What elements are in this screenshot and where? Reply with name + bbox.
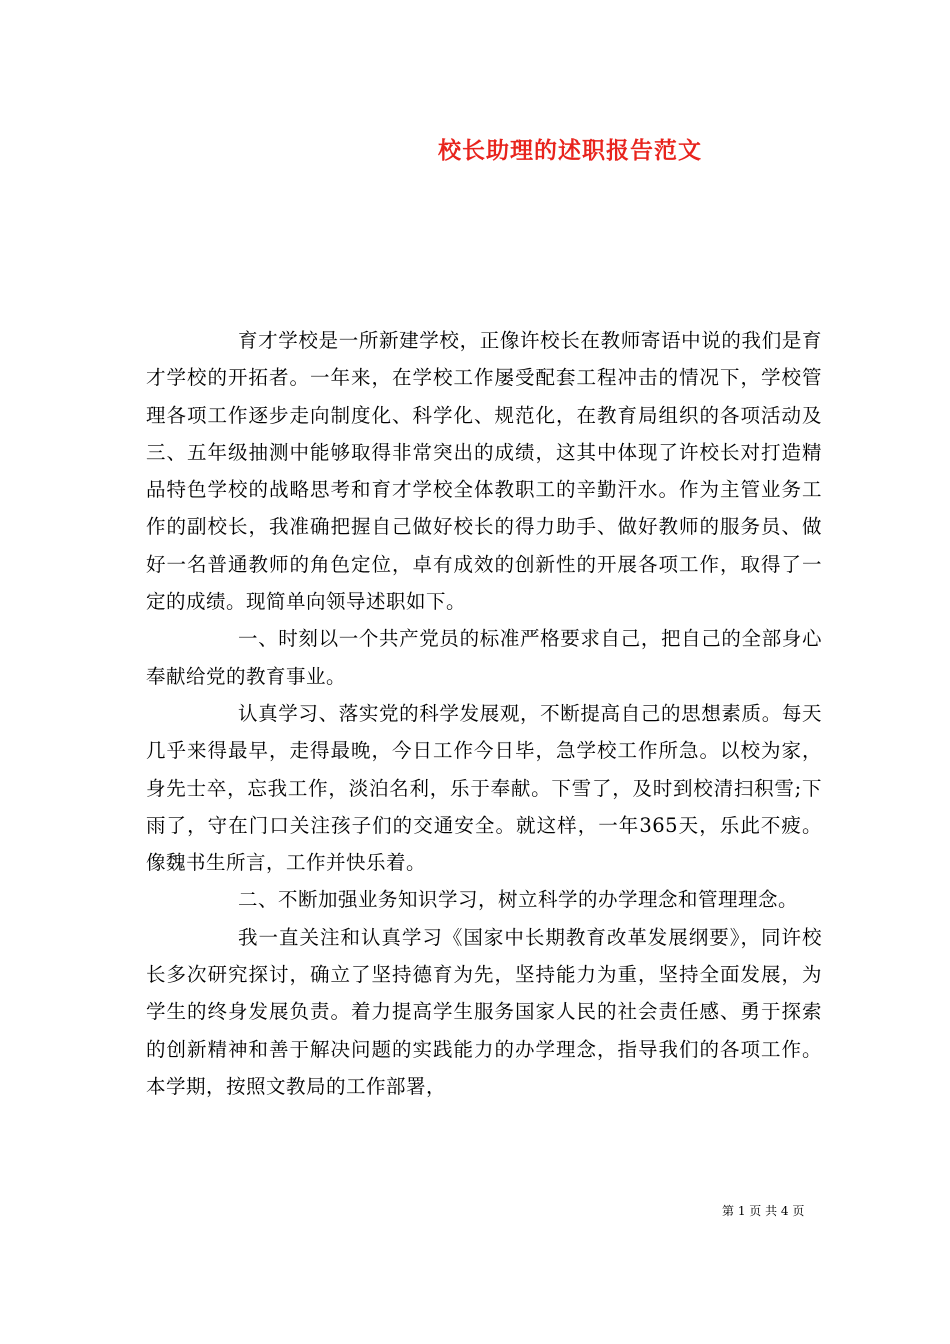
page-number: 第 1 页 共 4 页 [722,1204,805,1218]
paragraph-section-1: 认真学习、落实党的科学发展观，不断提高自己的思想素质。每天几乎来得最早，走得最晚，今日工作今日毕，急学校工作所急。以校为家，身先士卒，忘我工作，淡泊名利，乐于奉献。下雪了，及时到校清扫积雪;下雨了，守在门口关注孩子们的交通安全。就这样，一年365天，乐此不疲。像魏书生所言，工作并快乐着。 [146,701,822,875]
document-body [146,322,822,1105]
paragraph-intro: 育才学校是一所新建学校，正像许校长在教师寄语中说的我们是育才学校的开拓者。一年来，在学校工作屡受配套工程冲击的情况下，学校管理各项工作逐步走向制度化、科学化、规范化，在教育局组织的各项活动及三、五年级抽测中能够取得非常突出的成绩，这其中体现了许校长对打造精品特色学校的战略思考和育才学校全体教职工的辛勤汗水。作为主管业务工作的副校长，我准确把握自己做好校长的得力助手、做好教师的服务员、做好一名普通教师的角色定位，卓有成效的创新性的开展各项工作，取得了一定的成绩。现简单向领导述职如下。 [146,329,822,614]
paragraph-section-2: 我一直关注和认真学习《国家中长期教育改革发展纲要》，同许校长多次研究探讨，确立了坚持德育为先，坚持能力为重，坚持全面发展，为学生的终身发展负责。着力提高学生服务国家人民的社会责任感、勇于探索的创新精神和善于解决问题的实践能力的办学理念，指导我们的各项工作。本学期，按照文教局的工作部署， [146,925,822,1098]
document-title: 校长助理的述职报告范文 [438,137,702,164]
section-heading-2: 二、不断加强业务知识学习，树立科学的办学理念和管理理念。 [238,888,799,912]
section-heading-1: 一、时刻以一个共产党员的标准严格要求自己，把自己的全部身心奉献给党的教育事业。 [146,627,822,688]
